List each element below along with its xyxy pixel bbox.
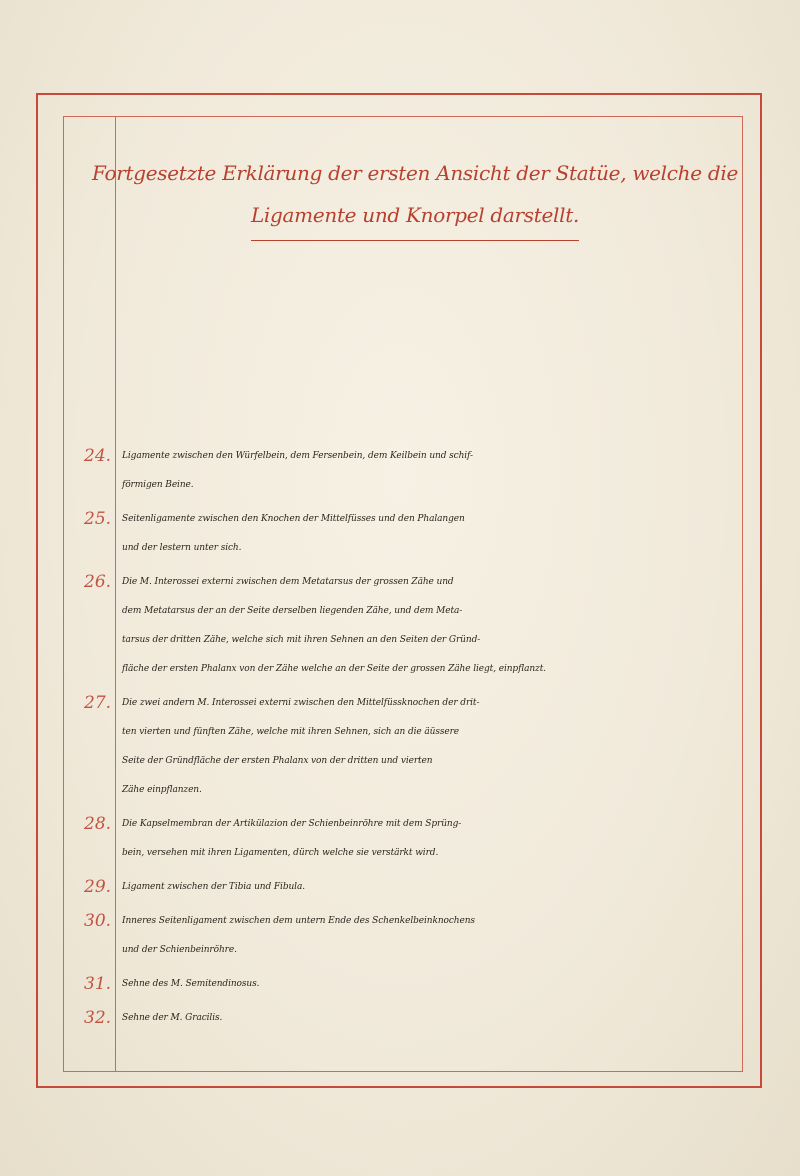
entry-text <box>122 907 742 965</box>
entry-number: 32. <box>84 1008 112 1028</box>
entry-line: und der Schienbeinröhre. <box>122 945 237 955</box>
entry-text <box>122 442 742 500</box>
list-item <box>0 1004 800 1033</box>
entry-text <box>122 505 742 563</box>
entry-text <box>122 1004 742 1033</box>
entry-number: 27. <box>84 693 112 713</box>
entry-text <box>122 689 742 805</box>
entry-line: Seitenligamente zwischen den Knochen der Mittelfüsses und den Phalangen <box>122 514 465 524</box>
list-item <box>0 568 800 684</box>
entry-number: 31. <box>84 974 112 994</box>
entry-line: Inneres Seitenligament zwischen dem untern Ende des Schenkelbeinknochens <box>122 916 475 926</box>
entry-text <box>122 568 742 684</box>
list-item <box>0 970 800 999</box>
list-item <box>0 873 800 902</box>
entry-line: Sehne der M. Gracilis. <box>122 1013 223 1023</box>
entry-text <box>122 970 742 999</box>
list-item <box>0 810 800 868</box>
entry-line: Zähe einpflanzen. <box>122 785 202 795</box>
entry-list <box>0 442 800 1038</box>
entry-line: förmigen Beine. <box>122 480 194 490</box>
entry-number: 26. <box>84 572 112 592</box>
page-title <box>90 152 740 241</box>
entry-line: und der lestern unter sich. <box>122 543 242 553</box>
entry-line: Seite der Gründfläche der ersten Phalanx von der dritten und vierten <box>122 756 433 766</box>
entry-line: Die M. Interossei externi zwischen dem Metatarsus der grossen Zähe und <box>122 577 454 587</box>
entry-number: 25. <box>84 509 112 529</box>
entry-number: 28. <box>84 814 112 834</box>
entry-text <box>122 810 742 868</box>
entry-number: 29. <box>84 877 112 897</box>
entry-line: Ligamente zwischen den Würfelbein, dem Fersenbein, dem Keilbein und schif- <box>122 451 473 461</box>
entry-line: bein, versehen mit ihren Ligamenten, dürch welche sie verstärkt wird. <box>122 848 439 858</box>
entry-number: 24. <box>84 446 112 466</box>
entry-line: dem Metatarsus der an der Seite derselben liegenden Zähe, und dem Meta- <box>122 606 463 616</box>
list-item <box>0 689 800 805</box>
entry-number: 30. <box>84 911 112 931</box>
entry-line: Sehne des M. Semitendinosus. <box>122 979 260 989</box>
entry-line: ten vierten und fünften Zähe, welche mit ihren Sehnen, sich an die äüssere <box>122 727 460 737</box>
entry-text <box>122 873 742 902</box>
entry-line: Ligament zwischen der Tibia und Fibula. <box>122 882 305 892</box>
list-item <box>0 505 800 563</box>
list-item <box>0 442 800 500</box>
entry-line: tarsus der dritten Zähe, welche sich mit ihren Sehnen an den Seiten der Gründ- <box>122 635 481 645</box>
entry-line: Die Kapselmembran der Artikülazion der Schienbeinröhre mit dem Sprüng- <box>122 819 462 829</box>
entry-line: Die zwei andern M. Interossei externi zwischen den Mittelfüssknochen der drit- <box>122 698 480 708</box>
list-item <box>0 907 800 965</box>
entry-line: fläche der ersten Phalanx von der Zähe welche an der Seite der grossen Zähe liegt, einpflanzt. <box>122 664 546 674</box>
title-line-1: Fortgesetzte Erklärung der ersten Ansicht der Statüe, welche die <box>92 161 738 185</box>
title-line-2: Ligamente und Knorpel darstellt. <box>251 194 579 241</box>
